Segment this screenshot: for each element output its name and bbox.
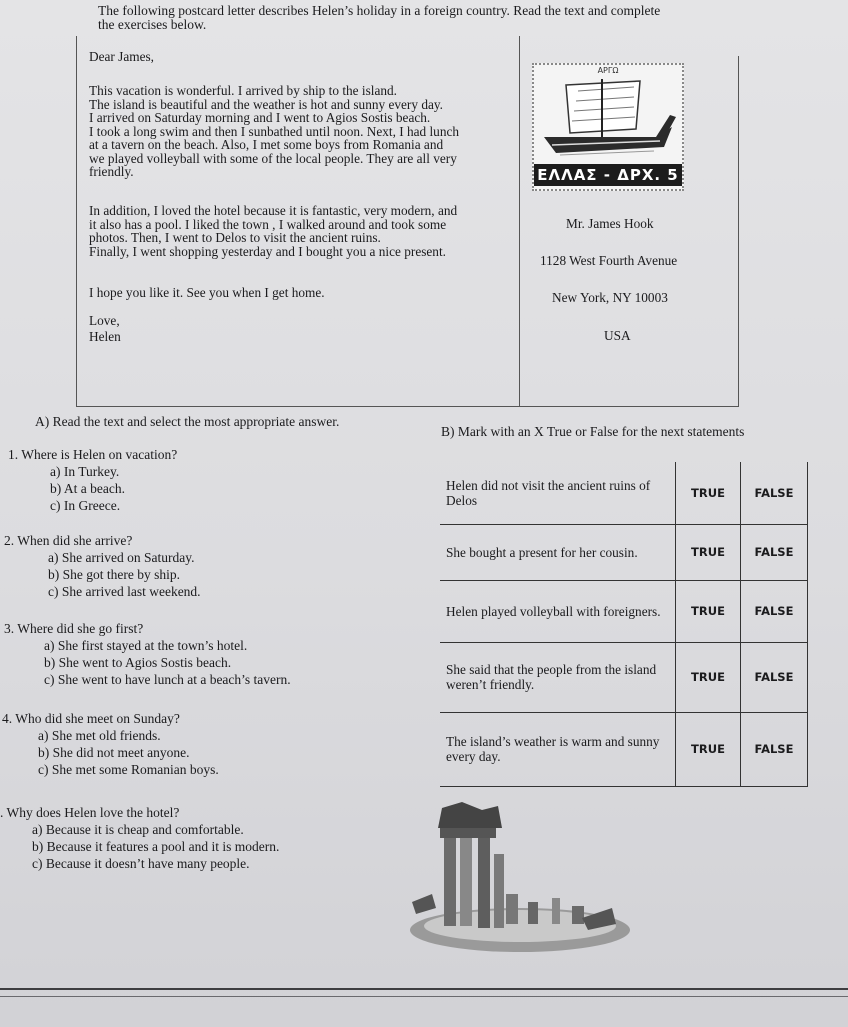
answer-option[interactable]: c) Because it doesn’t have many people. [32,856,250,871]
table-row [440,524,808,580]
answer-option[interactable]: c) She arrived last weekend. [48,584,201,599]
address-name: Mr. James Hook [566,216,654,231]
true-option[interactable]: TRUE [676,524,741,580]
letter-paragraph-2 [89,204,509,258]
false-option[interactable]: FALSE [741,580,808,642]
answer-option[interactable]: b) She got there by ship. [48,567,180,582]
letter-line: I took a long swim and then I sunbathed until noon. Next, I had lunch [89,123,460,139]
temple-ruins-illustration [402,798,634,958]
letter-line: The island is beautiful and the weather is hot and sunny every day. [89,96,443,112]
address-street: 1128 West Fourth Avenue [540,253,678,268]
question-text: 3. Where did she go first? [4,621,144,636]
answer-option[interactable]: c) In Greece. [50,498,121,513]
table-row [440,712,808,786]
table-row [440,462,808,524]
true-option[interactable]: TRUE [676,642,741,712]
question-text: 4. Who did she meet on Sunday? [2,711,180,726]
answer-option[interactable]: b) She did not meet anyone. [38,745,190,760]
false-option[interactable]: FALSE [741,642,808,712]
question-5 [0,804,279,872]
stamp-value-text: ΕΛΛΑΣ - ΔΡΧ. 5 [534,164,682,186]
statement-cell: Helen did not visit the ancient ruins of Delos [440,462,676,524]
instructions-line-2: the exercises below. [98,17,207,32]
address-country: USA [604,328,631,343]
statement-cell: She bought a present for her cousin. [440,524,676,580]
letter-line: friendly. [89,164,134,179]
question-text: 1. Where is Helen on vacation? [8,447,178,462]
question-2 [4,532,201,600]
answer-option[interactable]: b) At a beach. [50,481,125,496]
answer-option[interactable]: a) In Turkey. [50,464,120,479]
false-option[interactable]: FALSE [741,462,808,524]
question-1 [8,446,177,514]
false-option[interactable]: FALSE [741,712,808,786]
section-b-heading: B) Mark with an X True or False for the next statements [441,424,745,439]
instructions-line-1: The following postcard letter describes Helen’s holiday in a foreign country. Read the text and complete [98,3,661,18]
question-4 [2,710,219,778]
answer-option[interactable]: b) Because it features a pool and it is modern. [32,839,280,854]
letter-line: photos. Then, I went to Delos to visit the ancient ruins. [89,230,381,245]
divider [0,996,848,997]
answer-option[interactable]: a) She arrived on Saturday. [48,550,195,565]
answer-option[interactable]: c) She went to have lunch at a beach’s tavern. [44,672,291,687]
section-a-heading: A) Read the text and select the most appropriate answer. [35,414,340,429]
address-city: New York, NY 10003 [552,290,668,305]
letter-paragraph-3: I hope you like it. See you when I get home. [89,285,325,300]
ship-illustration [536,71,680,167]
letter-line: it also has a pool. I liked the town , I walked around and took some [89,216,447,232]
instructions [98,4,718,32]
statement-cell: Helen played volleyball with foreigners. [440,580,676,642]
letter-line: In addition, I loved the hotel because it is fantastic, very modern, and [89,203,458,218]
answer-option[interactable]: a) She met old friends. [38,728,161,743]
true-false-table [440,462,808,787]
question-text: . Why does Helen love the hotel? [0,805,180,820]
answer-option[interactable]: a) Because it is cheap and comfortable. [32,822,244,837]
table-row [440,642,808,712]
letter-line: Finally, I went shopping yesterday and I bought you a nice present. [89,243,446,259]
answer-option[interactable]: c) She met some Romanian boys. [38,762,219,777]
letter-line: This vacation is wonderful. I arrived by ship to the island. [89,83,397,98]
letter-greeting: Dear James, [89,49,154,64]
true-option[interactable]: TRUE [676,712,741,786]
answer-option[interactable]: a) She first stayed at the town’s hotel. [44,638,248,653]
letter-line: I arrived on Saturday morning and I went to Agios Sostis beach. [89,110,431,125]
statement-cell: She said that the people from the island weren’t friendly. [440,642,676,712]
answer-option[interactable]: b) She went to Agios Sostis beach. [44,655,232,670]
true-option[interactable]: TRUE [676,462,741,524]
true-option[interactable]: TRUE [676,580,741,642]
divider [0,988,848,990]
postage-stamp [532,63,684,191]
statement-cell: The island’s weather is warm and sunny every day. [440,712,676,786]
false-option[interactable]: FALSE [741,524,808,580]
table-row [440,580,808,642]
stamp-top-text: ΑΡΓΩ [597,66,619,75]
letter-line: we played volleyball with some of the local people. They are all very [89,150,457,166]
letter-line: at a tavern on the beach. Also, I met some boys from Romania and [89,137,444,152]
question-3 [4,620,291,688]
letter-closing: Love, [89,313,120,328]
question-text: 2. When did she arrive? [4,533,133,548]
letter-signature: Helen [89,329,121,344]
letter-paragraph-1 [89,84,509,179]
